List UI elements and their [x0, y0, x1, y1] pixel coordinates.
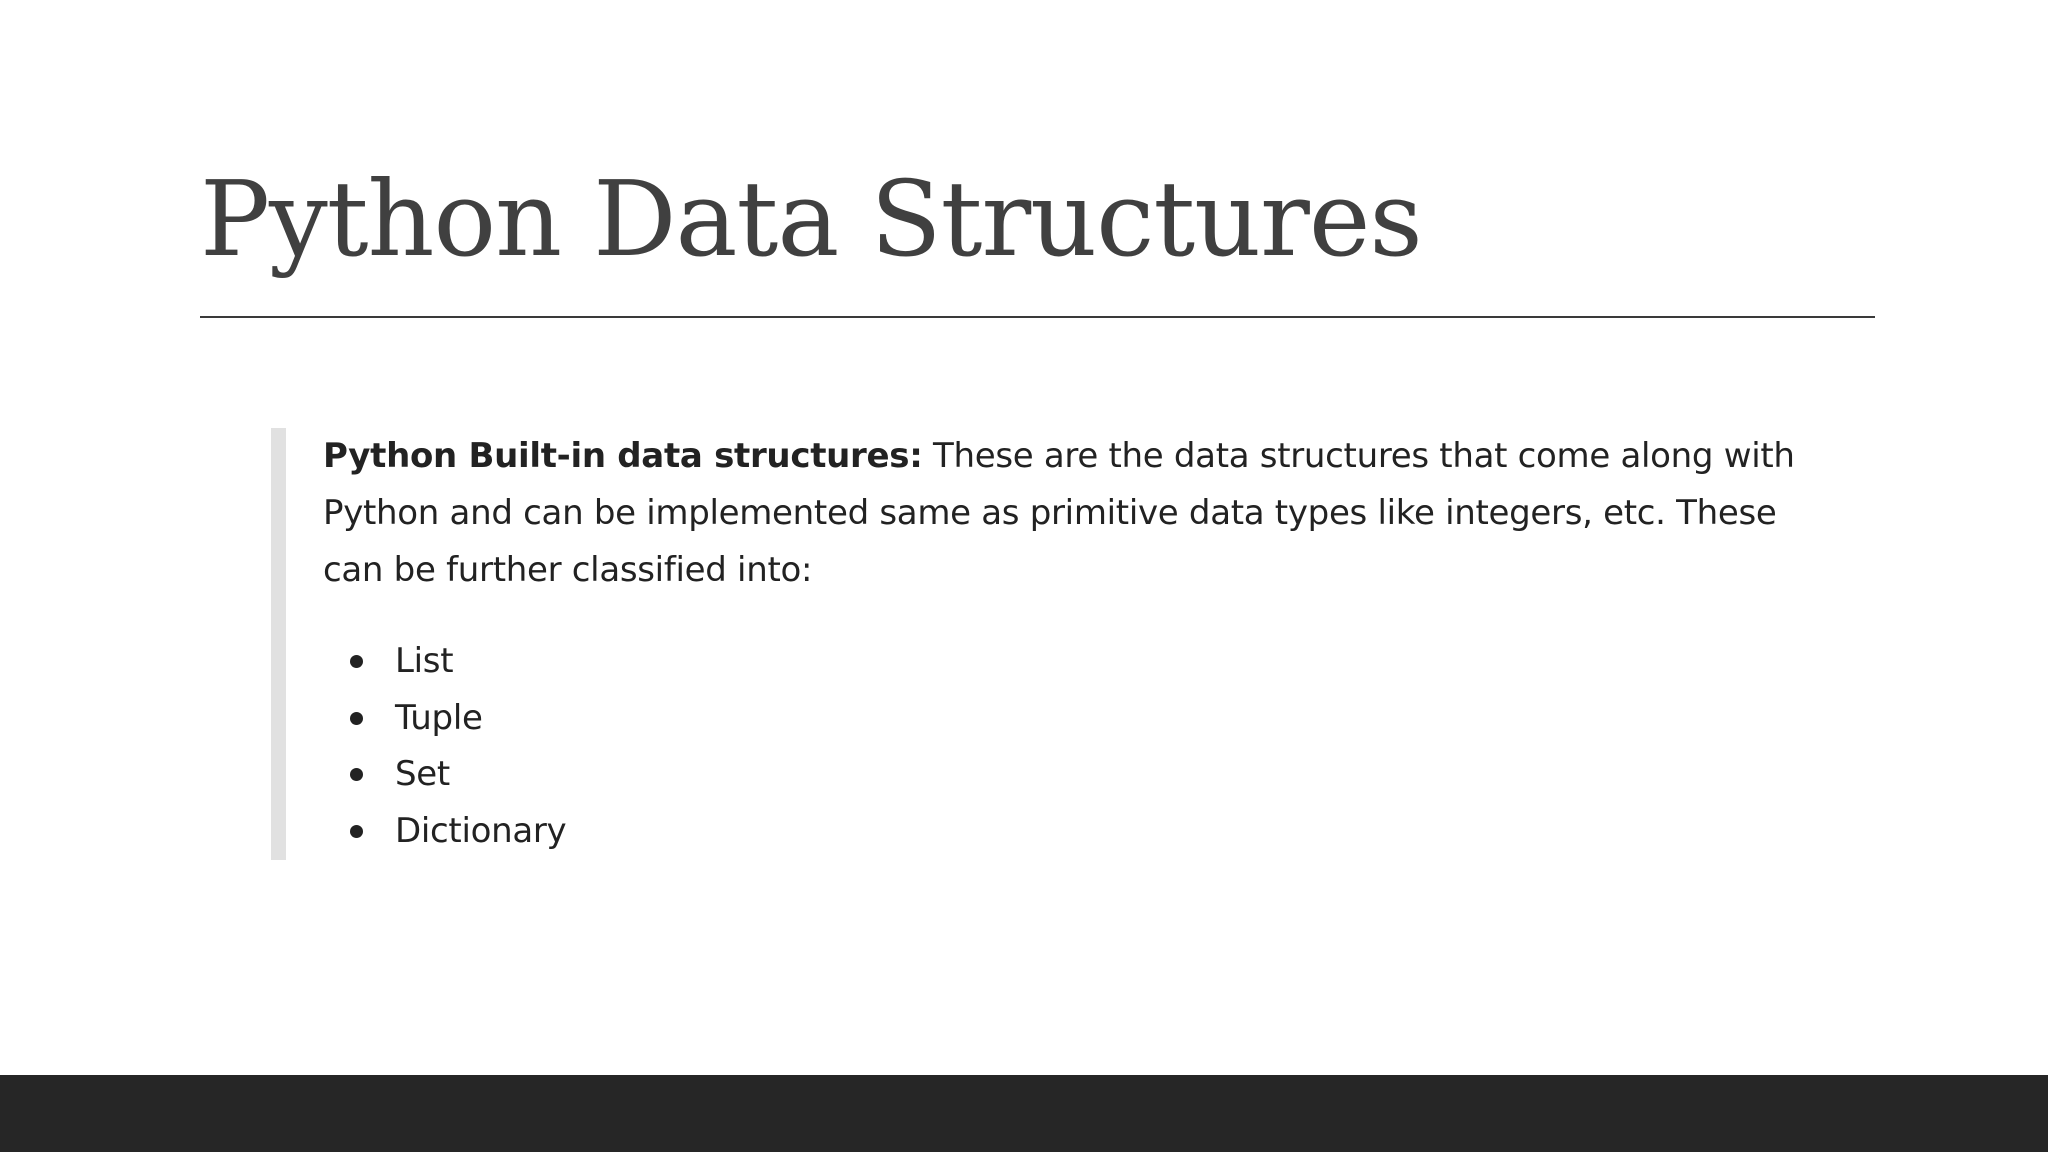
list-item-label: Dictionary: [395, 810, 567, 851]
bullet-icon: [350, 768, 363, 781]
blockquote-body: [323, 428, 1813, 859]
bullet-icon: [350, 655, 363, 668]
list-item: [323, 746, 1813, 803]
data-structure-list: [323, 633, 1813, 859]
bullet-icon: [350, 825, 363, 838]
intro-paragraph: [323, 428, 1813, 599]
intro-bold-label: Python Built-in data structures:: [323, 436, 923, 476]
list-item-label: List: [395, 641, 454, 681]
footer-band: [0, 1075, 2048, 1152]
content-blockquote: [271, 428, 1831, 860]
intro-text: These are the data structures that come along with Python and can be implemented same as primitive data types like integers, etc. These can be further classified into:: [323, 436, 1795, 590]
title-divider: [200, 316, 1875, 318]
blockquote-bar: [271, 428, 286, 860]
list-item: [323, 803, 1813, 860]
slide-title: Python Data Structures: [200, 158, 1422, 280]
list-item-label: Set: [395, 754, 450, 794]
list-item: [323, 690, 1813, 747]
list-item: [323, 633, 1813, 690]
bullet-icon: [350, 712, 363, 725]
list-item-label: Tuple: [395, 697, 483, 738]
